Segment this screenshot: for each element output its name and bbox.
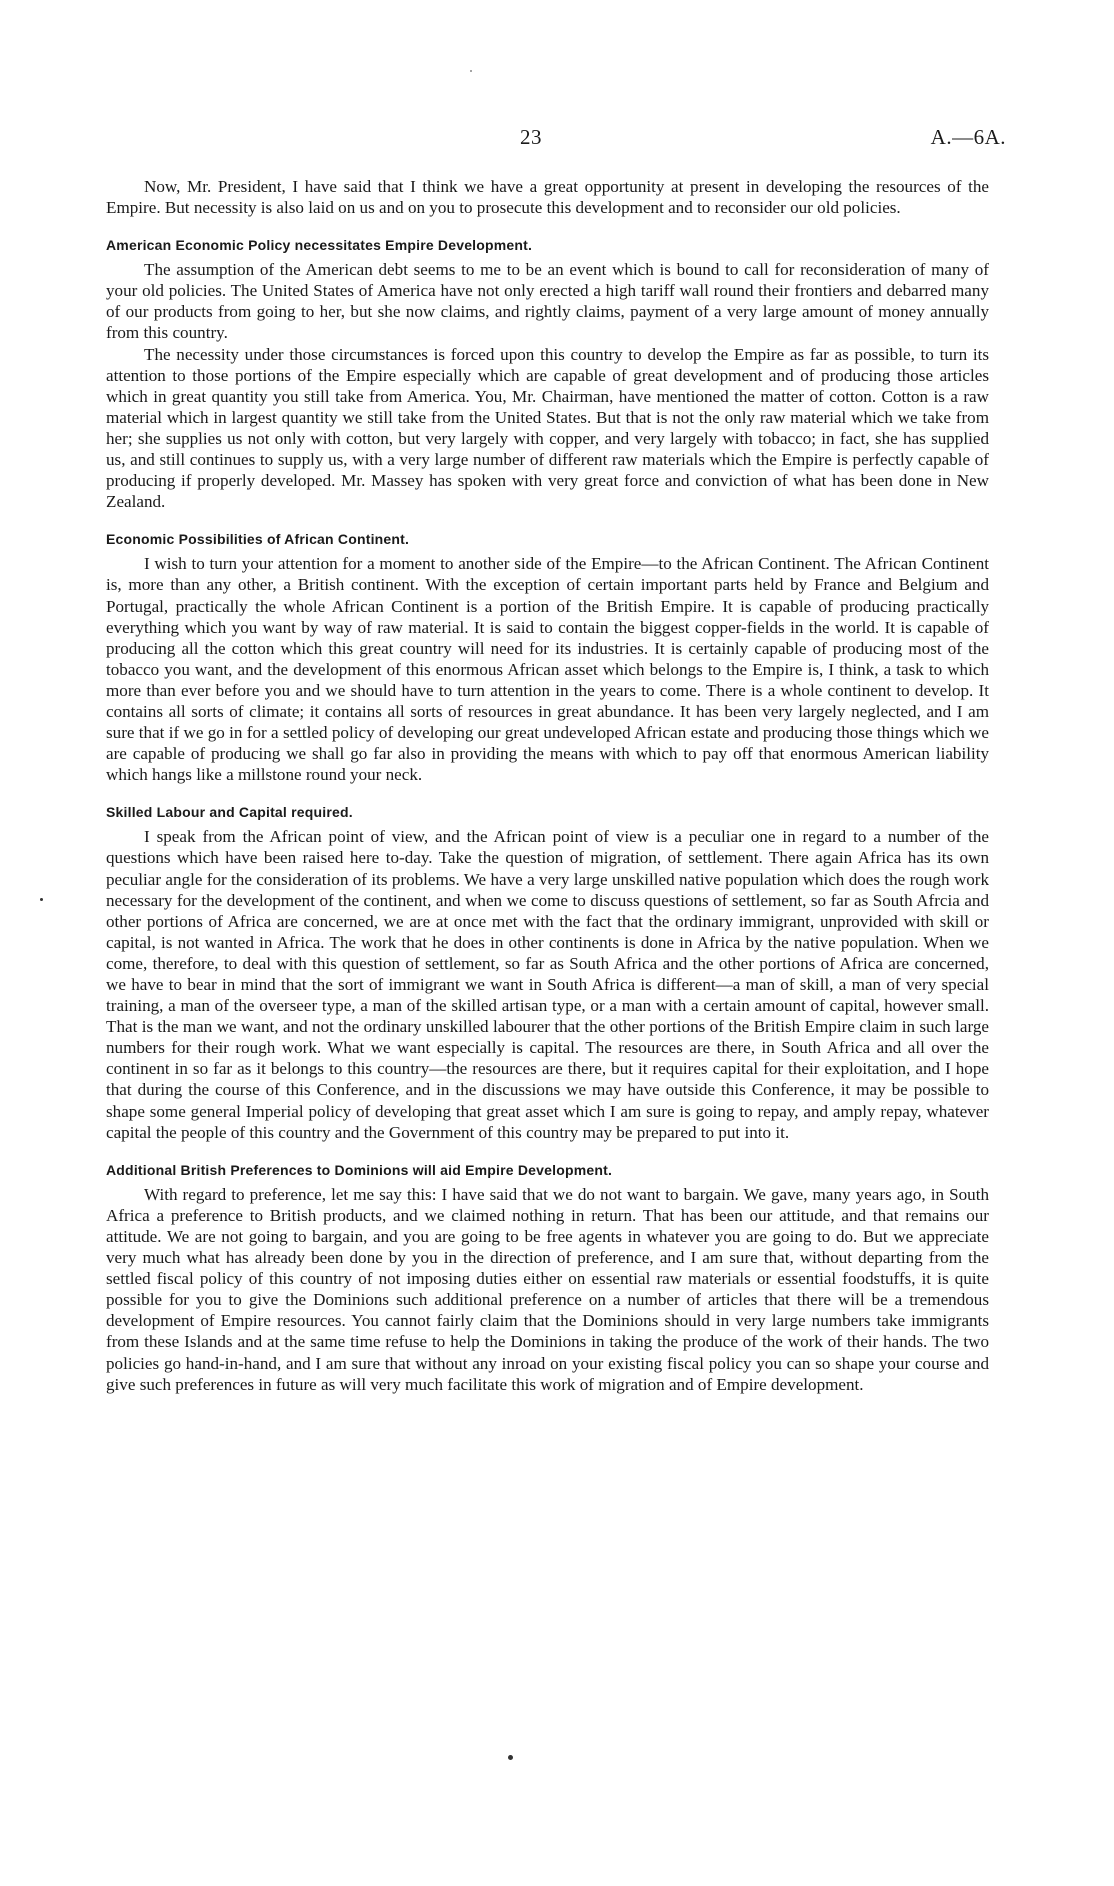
section-heading: Economic Possibilities of African Continent. xyxy=(106,531,410,548)
page-number: 23 xyxy=(520,125,542,149)
section-british-preferences xyxy=(106,1161,989,1395)
body-paragraph: I wish to turn your attention for a moment to another side of the Empire—to the African Continent. The African Continent is, more than any other, a British continent. With the exception of certain important parts held by France and Belgium and Portugal, practically the whole African Continent is a portion of the British Empire. It is capable of producing practically everything which you want by way of raw material. It is said to contain the biggest copper-fields in the world. It is capable of producing all the cotton which this great country will need for its industries. It is certainly capable of producing most of the tobacco you want, and the development of this enormous African asset which belongs to the Empire is, I think, a task to which more than ever before you and we should have to turn attention in the years to come. There is a whole continent to develop. It contains all sorts of climate; it contains all sorts of resources in great abundance. It has been very largely neglected, and I am sure that if we go in for a settled policy of developing our great undeveloped African estate and producing those things which we are capable of producing we shall go far also in providing the means with which to pay off that enormous American liability which hangs like a millstone round your neck. xyxy=(106,554,989,785)
section-african-continent xyxy=(106,530,989,785)
scan-speck xyxy=(40,898,43,901)
scan-speck xyxy=(470,70,472,72)
intro-paragraph: Now, Mr. President, I have said that I think we have a great opportunity at present in developing the resources of the Empire. But necessity is also laid on us and on you to prosecute this development and to reconsider our old policies. xyxy=(106,177,989,218)
section-heading: American Economic Policy necessitates Empire Development. xyxy=(106,237,533,254)
body-paragraph: I speak from the African point of view, and the African point of view is a peculiar one in regard to a number of the questions which have been raised here to-day. Take the question of migration, of settlement. There again Africa has its own peculiar angle for the consideration of its problems. We have a very large unskilled native population which does the rough work necessary for the development of the continent, and when we come to discuss questions of settlement, so far as South Afrcia and other portions of Africa are concerned, we are at once met with the fact that the ordinary immigrant, unprovided with skill or capital, is not wanted in Africa. The work that he does in other continents is done in Africa by the native population. When we come, therefore, to deal with this question of settlement, so far as South Africa and the other portions of Africa are concerned, we have to bear in mind that the sort of immigrant we want in South Africa is different—a man of skill, a man of very special training, a man of the overseer type, a man of the skilled artisan type, or a man with a certain amount of capital, however small. That is the man we want, and not the ordinary unskilled labourer that the other portions of the British Empire claim in such large numbers for their rough work. What we want especially is capital. The resources are there, in South Africa and all over the continent in so far as it belongs to this country—the resources are there, but it requires capital for their exploitation, and I hope that during the course of this Conference, and in the discussions we may have outside this Conference, it may be possible to shape some general Imperial policy of developing that great asset which I am sure is going to repay, and amply repay, whatever capital the people of this country and the Government of this country may be prepared to put into it. xyxy=(106,827,989,1142)
document-body xyxy=(106,176,989,1395)
section-american-economic-policy xyxy=(106,236,989,512)
document-reference: A.—6A. xyxy=(930,125,1006,149)
page-header xyxy=(0,125,1114,155)
body-paragraph: The assumption of the American debt seems to me to be an event which is bound to call for reconsideration of many of your old policies. The United States of America have not only erected a high tariff wall round their frontiers and debarred many of our products from going to her, but she now claims, and rightly claims, payment of a very large amount of money annually from this country. xyxy=(106,260,989,343)
scan-speck xyxy=(508,1755,513,1760)
section-skilled-labour xyxy=(106,803,989,1142)
section-heading: Skilled Labour and Capital required. xyxy=(106,804,353,821)
body-paragraph: The necessity under those circumstances is forced upon this country to develop the Empire as far as possible, to turn its attention to those portions of the Empire especially which are capable of great development and of producing those articles which in great quantity you still take from America. You, Mr. Chairman, have mentioned the matter of cotton. Cotton is a raw material which in largest quantity we still take from the United States. But that is not the only raw material which we take from her; she supplies us not only with cotton, but very largely with copper, and very largely with tobacco; in fact, she has supplied us, and still continues to supply us, with a very large number of different raw materials which the Empire is perfectly capable of producing if properly developed. Mr. Massey has spoken with very great force and conviction of what has been done in New Zealand. xyxy=(106,344,989,512)
body-paragraph: With regard to preference, let me say this: I have said that we do not want to bargain. We gave, many years ago, in South Africa a preference to British products, and we claimed nothing in return. That has been our attitude, and that remains our attitude. We are not going to bargain, and you are going to be free agents in whatever you are going to do. But we appreciate very much what has already been done by you in the direction of preference, and I am sure that, without departing from the settled fiscal policy of this country of not imposing duties either on essential raw materials or essential foodstuffs, it is quite possible for you to give the Dominions such additional preference on a number of articles that there will be a tremendous development of Empire resources. You cannot fairly claim that the Dominions should in very large numbers take immigrants from these Islands and at the same time refuse to help the Dominions in taking the produce of the work of their hands. The two policies go hand-in-hand, and I am sure that without any inroad on your existing fiscal policy you can so shape your course and give such preferences in future as will very much facilitate this work of migration and of Empire development. xyxy=(106,1184,989,1394)
section-heading: Additional British Preferences to Dominions will aid Empire Development. xyxy=(106,1161,613,1178)
